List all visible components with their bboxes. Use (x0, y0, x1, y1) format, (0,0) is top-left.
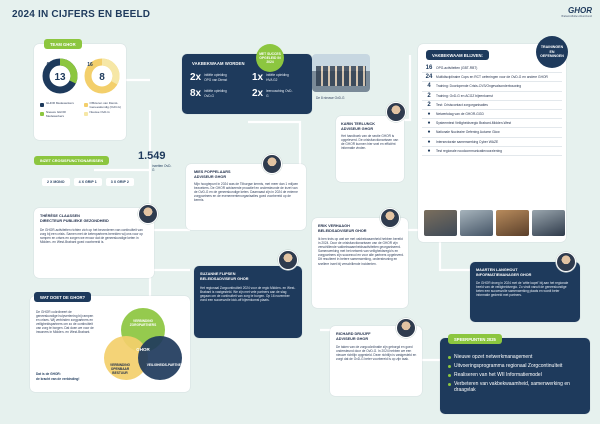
karin-text: Het handboek van de sectie GHOR is opgeleverd. De crisisfunctionarissen van de GHOR kunnen hier snel en efficiënt informatie vinden. (341, 134, 399, 151)
blijven-list (422, 64, 562, 156)
crisis-pill: 2 X MONO (42, 178, 70, 186)
wat-doet-text: De GHOR coördineert de geneeskundige hulpverlening bij rampen en crises. Wij verbinden zorgpartners en veiligheidspartners om zo de continuïteit van zorg te borgen. Dat doen we voor de inwoners in Midden- en West-Brabant. (36, 310, 94, 335)
therese-photo (138, 204, 158, 224)
blijven-photos (424, 210, 565, 236)
legend-label: Nieuwe OvD-G (89, 110, 110, 115)
speerpunt-label: Uitvoeringsprogramma regionaal Zorgcontinuïteit (454, 363, 563, 369)
bullet-icon (448, 356, 451, 359)
karin-card (336, 116, 404, 182)
training-label: Netwerkdag van de GHOR-GGD (436, 112, 484, 117)
speerpunt-item (448, 372, 586, 378)
vak-stat-label: initiële opleiding HVA G2 (266, 73, 289, 82)
vak-stat-number: 1x (252, 72, 264, 83)
legend-item (84, 111, 125, 118)
ovdg-group-photo (312, 54, 370, 92)
erik-text: Ik ben trots op wat we met vakbekwaamheid hebben bereikt in 2024. Door de crisisfunctionarissen van de GHOR zijn verschillende vakbekwaamheidsactiviteiten georganiseerd. Samenwerking met het netwerk van veiligheidsregio's en zorgpartners zijn succesvol en voor alle partners opgeleverd. Dit resulteert in betere samenwerking, ondersteuning en snellere inzet bij verschillende incidenten. (318, 237, 404, 266)
venn-label: BESTUUR (112, 371, 128, 375)
training-row (422, 128, 562, 137)
training-row (422, 138, 562, 147)
mies-photo (262, 154, 282, 174)
opgeleid-badge-text: MET SUCCES OPGELEID IN 2024 (259, 52, 281, 64)
legend-label: Officieren van Dienst-Geneeskundig (OvD-G) (89, 101, 122, 109)
bullet-icon: ● (427, 147, 431, 154)
suzanne-name: SUZANNE FLIPSEN (200, 272, 236, 276)
wat-doet-card (30, 296, 190, 392)
donut-medewerkers-center-value: 13 (54, 72, 66, 83)
bullet-icon: ● (427, 120, 431, 127)
trainingen-badge (536, 36, 568, 68)
richard-text: De taken van de zorgcoördinatie zijn geborgd en goed ondersteund door de OvD-G. In 2024 hebben we een nieuwe richtlijn opgesteld. Deze richtlijn is vastgesteld en zorgt dat de OvD-G beter voorbereid is op zijn taak. (336, 345, 417, 362)
crisis-pills (42, 178, 134, 186)
bullet-icon (448, 365, 451, 368)
richard-name: RICHARD DRUIJFF (336, 332, 371, 336)
mies-name: MIES POPPELAARS (194, 170, 231, 174)
mies-card (186, 164, 306, 230)
legend-label: GHOR Medewerkers (46, 101, 74, 105)
ovdg-photo-caption: De 8 nieuwe OvD-G (316, 96, 345, 100)
training-label: OPG-activiteiten (GBT-RBT) (436, 66, 478, 71)
maarten-role: INFORMATIEMANAGER GHOR (476, 273, 532, 277)
vak-stat-label: initiële opleiding OvD-G (204, 89, 227, 98)
training-count: 4 (427, 83, 431, 90)
logo-subtitle: Brabant-Midden-West-Noord (561, 15, 592, 18)
venn-label: VERBINDING (132, 319, 154, 323)
training-photo-3 (496, 210, 529, 236)
donut-ovdg-secondary-value: 16 (87, 62, 93, 68)
crisis-title: INZET CROSISFUNCTIONARISSEN (34, 156, 109, 165)
training-label: Training: OvD-G en ACGZ bijeenkomst (436, 93, 493, 98)
speerpunt-label: Realiseren van het WII Informatiemodel (454, 372, 542, 378)
trainingen-badge-text: TRAININGEN EN OEFENINGEN (540, 45, 564, 59)
vakbekwaam-title: VAKBEKWAAM WORDEN (192, 61, 245, 66)
vak-stat-label: leercoaching OvD-G (266, 89, 293, 98)
venn-label: ZORGPARTNERS (129, 323, 157, 327)
training-count: 16 (425, 65, 433, 72)
speerpunten-title: SPEERPUNTEN 2025 (448, 334, 502, 344)
training-row (422, 110, 562, 119)
erik-card (312, 218, 408, 308)
training-label: Intersectorale samenwerking Cyber WAZE (436, 139, 499, 144)
legend-swatch (84, 103, 88, 107)
crisis-number: 1.549 (138, 150, 166, 162)
training-label: Test: Crisiscontact zorgorganisaties (436, 102, 488, 107)
venn-label: VEILIGHEIDS-PARTNERS (146, 363, 186, 367)
training-photo-4 (532, 210, 565, 236)
crisis-pill: 3 X GRIP 2 (106, 178, 134, 186)
suzanne-text: Het regionaal Zorgcontinuïteit 2024 voor de regio Midden- en West-Brabant is vastgesteld. We zijn met vele partners aan de slag gegaan om de continuïteit van zorg te borgen. Op 16 november vond een succesvolle kick-off bijeenkomst plaats. (200, 286, 296, 303)
bullet-icon (448, 383, 451, 386)
training-row (422, 101, 562, 110)
vak-stat-number: 2x (190, 72, 202, 83)
legend-label: Nieuwe GHOR Medewerkers (46, 110, 66, 118)
crisis-unit: inzetten OvD-G (152, 164, 172, 172)
vak-stat (252, 72, 310, 83)
training-count: 24 (425, 74, 433, 81)
erik-photo (380, 208, 400, 228)
erik-name: ERIK VERHAAGH (318, 224, 350, 228)
team-title: TEAM GHOR (44, 39, 82, 49)
team-ghor-card (34, 41, 126, 140)
training-label: Test regionale noodcommunicatievoorziening (436, 148, 502, 153)
team-legend (40, 102, 124, 118)
training-label: Training: Doorlopende Crisis-CVS/Ongevalsonderbouwing (436, 84, 522, 89)
legend-swatch (84, 112, 88, 116)
vakbekwaam-stats (190, 72, 310, 99)
wat-doet-text2: Dat is de GHOR: (36, 372, 61, 376)
venn-label: OPENBAAR (110, 367, 130, 371)
training-row (422, 82, 562, 91)
vak-stat (190, 88, 248, 99)
richard-role: ADVISEUR GHOR (336, 337, 369, 341)
mies-role: ADVISEUR GHOR (194, 175, 227, 179)
speerpunten-card (440, 338, 590, 414)
venn-label: VERBINDING (109, 363, 131, 367)
speerpunt-label: Nieuwe opzet netwerkmanagement (454, 354, 533, 360)
bullet-icon (448, 374, 451, 377)
speerpunt-item (448, 363, 586, 369)
vak-stat (190, 72, 248, 83)
training-row (422, 73, 562, 82)
legend-swatch (40, 103, 44, 107)
training-label: Systeemtest Veiligheidsregio Brabant-Midden-West (436, 121, 512, 126)
speerpunt-label: Verbeteren van vakbekwaamheid, samenwerking en draagvlak (454, 381, 570, 393)
training-row (422, 64, 562, 73)
speerpunt-item (448, 381, 586, 393)
therese-text: De GHOR-activiteiten richten zich op het bevorderen van continuïteit van zorg bij een crisis. Samen met de ketenpartners bereiden wij ons voor op rampen en crises en zorgen we ervoor dat de geneeskundige keten in Midden- en West-Brabant goed voorbereid is. (40, 228, 143, 245)
maarten-photo (556, 252, 576, 272)
maarten-name: MAARTEN LANGHOUT (476, 268, 518, 272)
donut-medewerkers-secondary-value: 6 (46, 62, 50, 68)
richard-photo (396, 318, 416, 338)
legend-item (40, 102, 81, 109)
vak-stat (252, 88, 310, 99)
venn-diagram (98, 304, 188, 388)
legend-swatch (40, 112, 44, 116)
bullet-icon: ● (427, 129, 431, 136)
karin-photo (386, 102, 406, 122)
training-count: 2 (427, 101, 431, 108)
training-row (422, 119, 562, 128)
legend-item (40, 111, 81, 118)
therese-name: THÉRÈSE CLAASSEN (40, 214, 80, 218)
suzanne-card (194, 266, 302, 338)
karin-name: KARIN TERLUNCK (341, 122, 375, 126)
training-count: 2 (427, 92, 431, 99)
vak-stat-number: 2x (252, 88, 264, 99)
logo-text: GHOR (568, 6, 592, 15)
vak-stat-label: initiële opleiding OPG van Dienst (204, 73, 228, 82)
speerpunt-item (448, 354, 586, 360)
bullet-icon: ● (427, 111, 431, 118)
wat-doet-text3: de kracht van de verbinding! (36, 377, 80, 381)
training-row (422, 147, 562, 156)
ghor-logo (548, 6, 592, 18)
training-row (422, 92, 562, 101)
erik-role: BELEIDSADVISEUR GHOR (318, 229, 367, 233)
legend-item (84, 102, 125, 109)
venn-circle (138, 336, 182, 380)
suzanne-role: BELEIDSADVISEUR GHOR (200, 277, 249, 281)
blijven-title: VAKBEKWAAM BLIJVEN: (426, 50, 489, 60)
venn-center-label: GHOR (136, 347, 150, 352)
karin-role: ADVISEUR GHOR (341, 127, 374, 131)
suzanne-photo (278, 250, 298, 270)
crisis-section (34, 150, 174, 192)
crisis-pill: 4 X GRIP 1 (74, 178, 102, 186)
bullet-icon: ● (427, 138, 431, 145)
vakbekwaam-worden-card (182, 54, 312, 114)
maarten-text: De GHOR droeg in 2024 met de 'witte kapel' bij aan het regionale beeld van de veiligheidsregio. Zo vindt vanuit de geneeskundige keten een succesvolle samenwerking plaats en wordt beter informatie gedeeld met partners. (476, 281, 569, 298)
therese-role: DIRECTEUR PUBLIEKE GEZONDHEID (40, 219, 109, 223)
training-photo-1 (424, 210, 457, 236)
mies-text: Mijn hoogtepunt in 2024 was de Tilburgse kermis, met meer dan 1 miljoen bezoekers. De GHOR adviseerde proactief en ondersteunde de inzet van de OvD-G en de geneeskundige keten. Daarnaast zijn in 2024 de externe zorgpartners en de evenementenorganisaties goed voorbereid op de kermis. (194, 182, 299, 203)
page-title: 2024 IN CIJFERS EN BEELD (12, 9, 151, 20)
training-label: Nationale Nucleaire Oefening Autumn Glow (436, 130, 500, 135)
training-label: Multidisciplinaire Cops en RCT oefeningen voor de OvD-G en andere GHOR (436, 75, 548, 80)
therese-card (34, 208, 154, 278)
wat-doet-title: WAT DOET DE GHOR? (34, 292, 91, 302)
vakbekwaam-blijven-card (418, 44, 566, 242)
team-donuts (38, 52, 124, 96)
opgeleid-badge (256, 44, 284, 72)
vak-stat-number: 8x (190, 88, 202, 99)
training-photo-2 (460, 210, 493, 236)
donut-ovdg-center-value: 8 (99, 72, 105, 83)
speerpunten-list (448, 354, 586, 396)
